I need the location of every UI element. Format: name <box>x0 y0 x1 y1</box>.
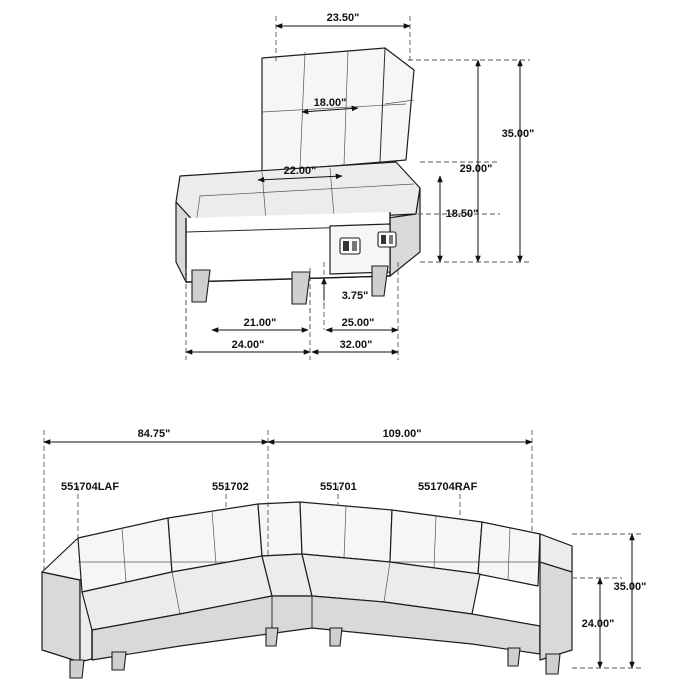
dim-seat-width-front: 21.00" <box>243 317 277 329</box>
dim-right-span: 109.00" <box>382 428 422 440</box>
dim-back-height-side: 29.00" <box>459 163 493 175</box>
dim-seat-height: 18.50" <box>445 208 479 220</box>
dim-sectional-height: 35.00" <box>613 581 647 593</box>
part-label-551702: 551702 <box>212 481 249 493</box>
dim-left-span: 84.75" <box>137 428 171 440</box>
dim-back-height: 18.00" <box>313 97 347 109</box>
sectional-illustration <box>42 428 646 678</box>
dim-base-width: 24.00" <box>231 339 265 351</box>
dim-seat-back-width: 23.50" <box>326 12 360 24</box>
dim-arm-height: 24.00" <box>581 618 615 630</box>
part-label-551704LAF: 551704LAF <box>61 481 120 493</box>
armless-chair-illustration <box>176 12 534 360</box>
part-label-551704RAF: 551704RAF <box>418 481 478 493</box>
dim-seat-depth: 22.00" <box>283 165 317 177</box>
dim-depth-right: 25.00" <box>341 317 375 329</box>
part-label-551701: 551701 <box>320 481 357 493</box>
dim-leg-height: 3.75" <box>341 290 369 302</box>
dim-overall-height-top: 35.00" <box>501 128 535 140</box>
dim-overall-depth: 32.00" <box>339 339 373 351</box>
